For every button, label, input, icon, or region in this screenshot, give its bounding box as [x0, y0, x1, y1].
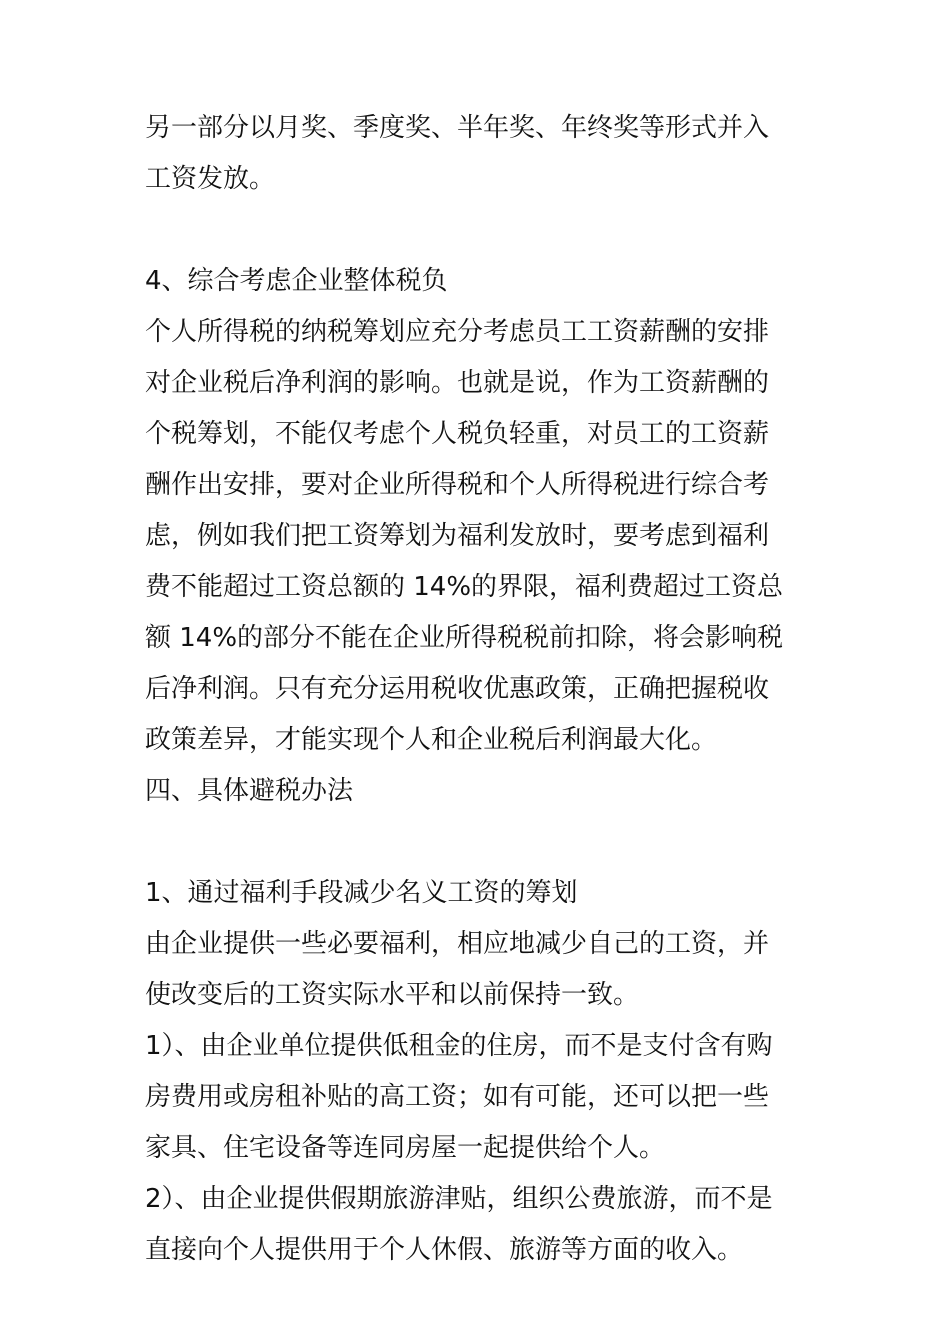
list-item-line: 1）、由企业单位提供低租金的住房，而不是支付含有购 [145, 1031, 773, 1061]
paragraph-line: 费不能超过工资总额的 14%的界限，福利费超过工资总 [145, 572, 784, 602]
blank-line [145, 817, 825, 868]
paragraph-line: 使改变后的工资实际水平和以前保持一致。 [145, 980, 640, 1010]
paragraph-line: 由企业提供一些必要福利，相应地减少自己的工资，并 [145, 929, 770, 959]
paragraph-line: 酬作出安排，要对企业所得税和个人所得税进行综合考 [145, 470, 770, 500]
chapter-heading: 四、具体避税办法 [145, 776, 354, 806]
list-item-line: 家具、住宅设备等连同房屋一起提供给个人。 [145, 1133, 666, 1163]
paragraph-line: 另一部分以月奖、季度奖、半年奖、年终奖等形式并入 [145, 113, 770, 143]
paragraph-line: 对企业税后净利润的影响。也就是说，作为工资薪酬的 [145, 368, 770, 398]
paragraph-line: 政策差异，才能实现个人和企业税后利润最大化。 [145, 725, 718, 755]
section-heading: 4、综合考虑企业整体税负 [145, 266, 448, 296]
paragraph-line: 额 14%的部分不能在企业所得税税前扣除，将会影响税 [145, 623, 784, 653]
list-item-line: 直接向个人提供用于个人休假、旅游等方面的收入。 [145, 1235, 744, 1265]
paragraph-line: 后净利润。只有充分运用税收优惠政策，正确把握税收 [145, 674, 770, 704]
section-heading: 1、通过福利手段减少名义工资的筹划 [145, 878, 578, 908]
blank-line [145, 205, 825, 256]
list-item-line: 2）、由企业提供假期旅游津贴，组织公费旅游，而不是 [145, 1184, 773, 1214]
paragraph-line: 个税筹划，不能仅考虑个人税负轻重，对员工的工资薪 [145, 419, 770, 449]
document-body [145, 103, 825, 1276]
paragraph-line: 工资发放。 [145, 164, 276, 194]
paragraph-line: 虑，例如我们把工资筹划为福利发放时，要考虑到福利 [145, 521, 770, 551]
paragraph-line: 个人所得税的纳税筹划应充分考虑员工工资薪酬的安排 [145, 317, 770, 347]
list-item-line: 房费用或房租补贴的高工资；如有可能，还可以把一些 [145, 1082, 770, 1112]
